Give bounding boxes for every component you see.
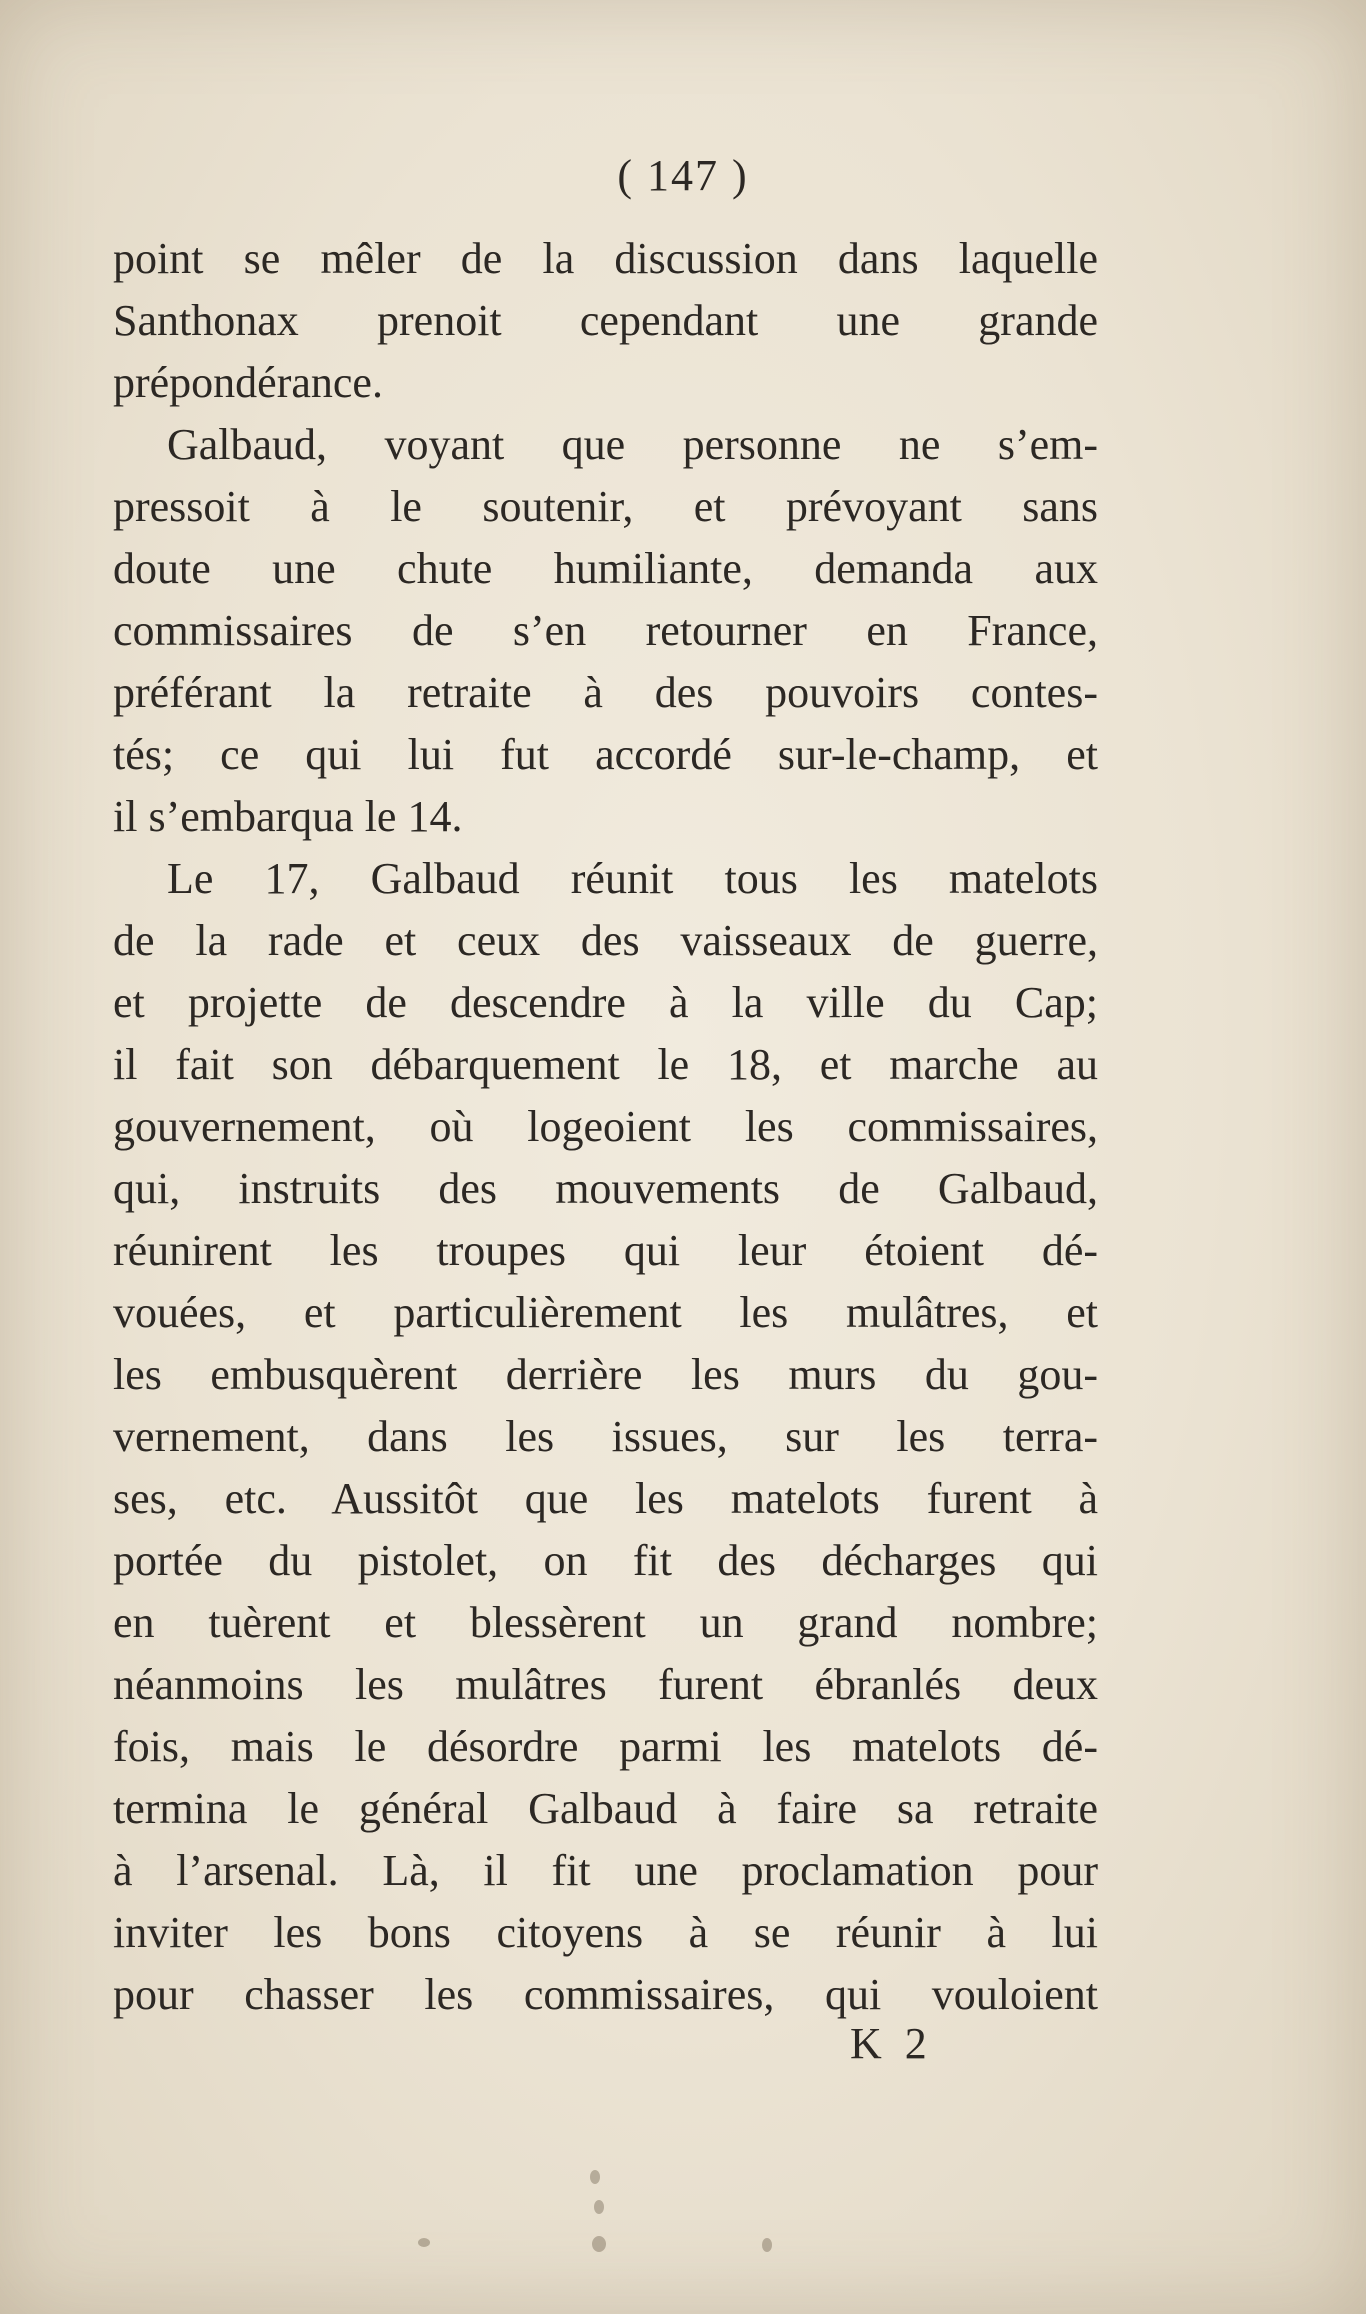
ink-speck (418, 2238, 430, 2247)
text-line: il s’embarqua le 14. (113, 792, 463, 841)
text-line: ses, etc. Aussitôt que les matelots furent à (113, 1474, 1098, 1523)
text-line: en tuèrent et blessèrent un grand nombre; (113, 1598, 1098, 1647)
ink-speck (762, 2238, 772, 2252)
text-line: prépondérance. (113, 358, 383, 407)
text-line: portée du pistolet, on fit des décharges qui (113, 1536, 1098, 1585)
text-line: Le 17, Galbaud réunit tous les matelots (167, 854, 1098, 903)
text-line: et projette de descendre à la ville du Cap; (113, 978, 1098, 1027)
signature-mark: K 2 (850, 2019, 933, 2068)
page-number: ( 147 ) (617, 151, 749, 200)
text-line: néanmoins les mulâtres furent ébranlés deux (113, 1660, 1098, 1709)
ink-speck (592, 2236, 606, 2252)
text-line: commissaires de s’en retourner en France, (113, 606, 1098, 655)
text-line: inviter les bons citoyens à se réunir à lui (113, 1908, 1098, 1957)
text-line: vernement, dans les issues, sur les terra- (113, 1412, 1098, 1461)
text-line: pour chasser les commissaires, qui vouloient (113, 1970, 1098, 2019)
text-line: pressoit à le soutenir, et prévoyant sans (113, 482, 1098, 531)
text-line: tés; ce qui lui fut accordé sur-le-champ, et (113, 730, 1098, 779)
text-line: préférant la retraite à des pouvoirs contes- (113, 668, 1098, 717)
text-line: les embusquèrent derrière les murs du gou- (113, 1350, 1098, 1399)
text-line: point se mêler de la discussion dans laquelle (113, 234, 1098, 283)
text-line: à l’arsenal. Là, il fit une proclamation pour (113, 1846, 1098, 1895)
text-line: il fait son débarquement le 18, et marche au (113, 1040, 1098, 1089)
ink-speck (590, 2170, 600, 2184)
ink-speck (594, 2200, 604, 2214)
body-text (113, 228, 1098, 2026)
text-line: doute une chute humiliante, demanda aux (113, 544, 1098, 593)
text-line: termina le général Galbaud à faire sa retraite (113, 1784, 1098, 1833)
text-line: réunirent les troupes qui leur étoient dé- (113, 1226, 1098, 1275)
text-line: Galbaud, voyant que personne ne s’em- (167, 420, 1098, 469)
text-line: qui, instruits des mouvements de Galbaud, (113, 1164, 1098, 1213)
text-line: vouées, et particulièrement les mulâtres, et (113, 1288, 1098, 1337)
text-line: Santhonax prenoit cependant une grande (113, 296, 1098, 345)
text-line: fois, mais le désordre parmi les matelots dé- (113, 1722, 1098, 1771)
text-line: gouvernement, où logeoient les commissaires, (113, 1102, 1098, 1151)
text-line: de la rade et ceux des vaisseaux de guerre, (113, 916, 1098, 965)
